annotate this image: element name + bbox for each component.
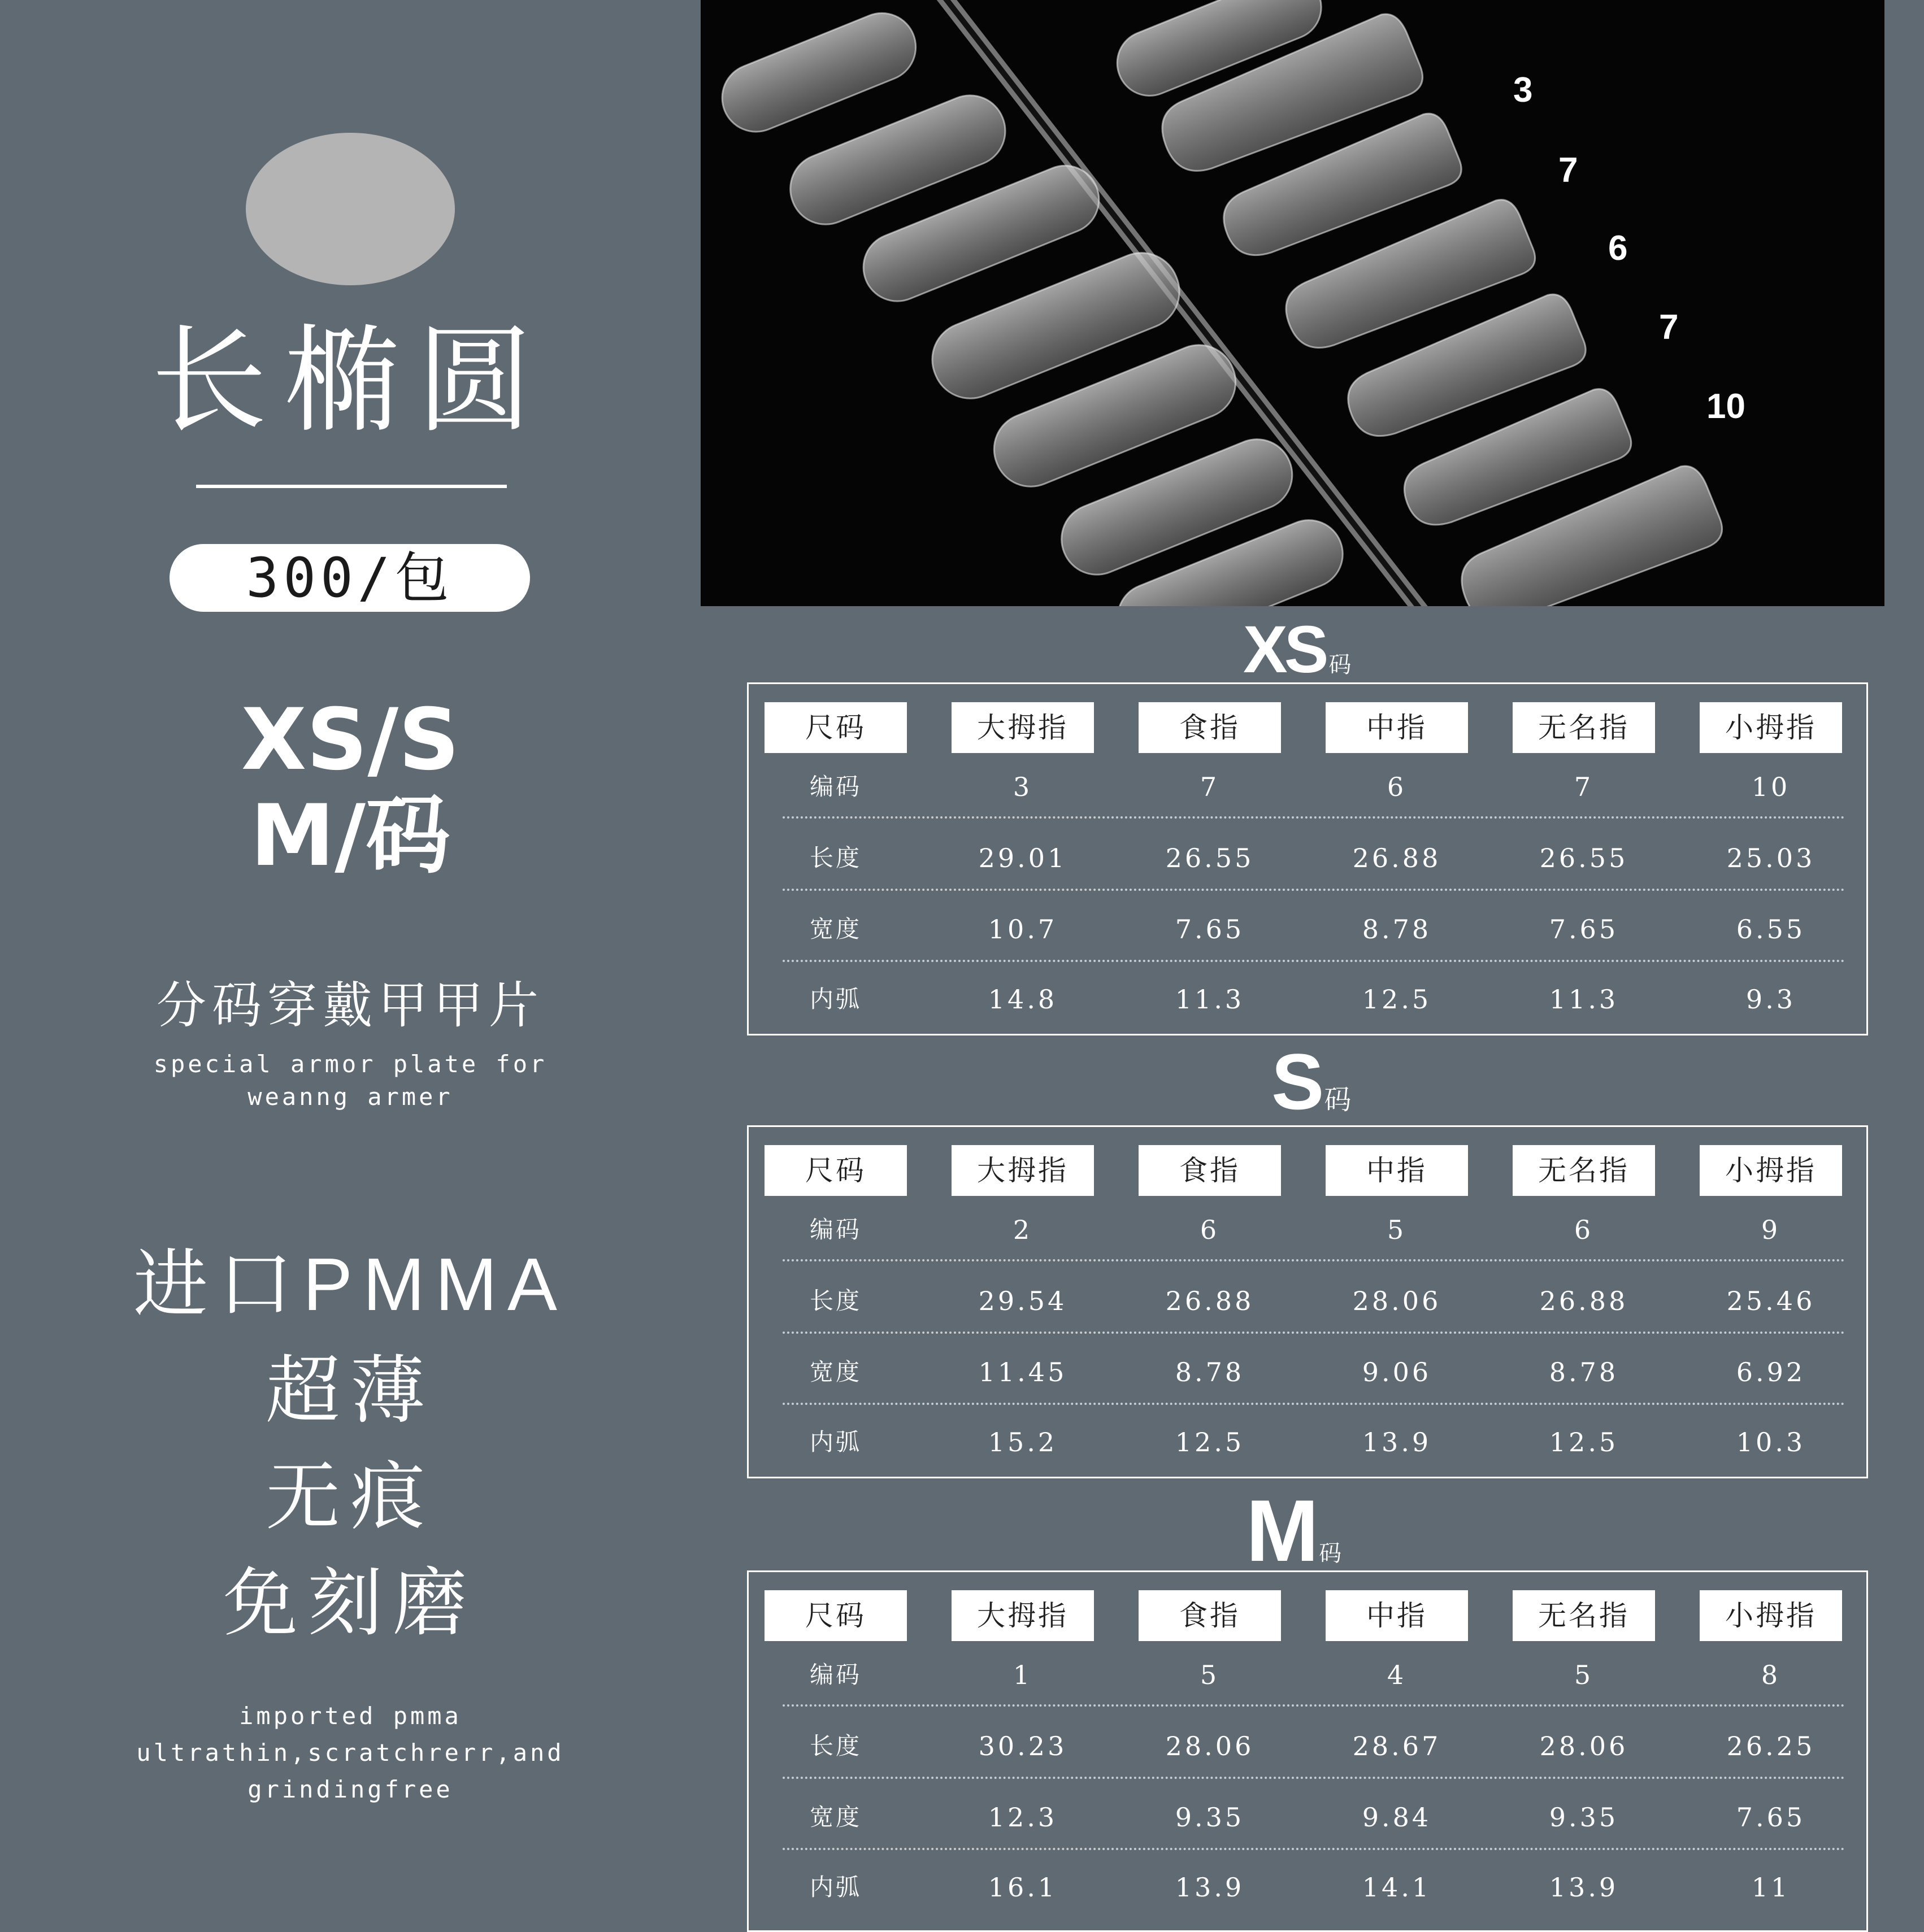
row-label: 宽度: [809, 1803, 862, 1831]
row-label: 宽度: [809, 1358, 862, 1386]
header-cell-size: 尺码: [765, 1590, 907, 1641]
table-cell: 28.67: [1352, 1731, 1441, 1761]
row-label: 长度: [809, 1732, 862, 1760]
table-row: [765, 1207, 1854, 1252]
row-divider: [783, 1403, 1845, 1405]
table-cell: 1: [1013, 1660, 1033, 1690]
table-row: [765, 1652, 1854, 1698]
table-cell: 28.06: [1539, 1731, 1628, 1761]
nail-tips-illustration: [701, 0, 1884, 606]
header-cell-ring: 无名指: [1513, 1145, 1655, 1196]
table-cell: 8.78: [1549, 1357, 1619, 1387]
header-cell-middle: 中指: [1326, 702, 1468, 753]
sizes-line-2: M/码: [250, 787, 451, 885]
nail-size-number: 7: [1659, 308, 1679, 347]
table-cell: 5: [1387, 1215, 1407, 1245]
table-cell: 6: [1574, 1215, 1594, 1245]
header-cell-pinky: 小拇指: [1700, 1590, 1842, 1641]
table-row: [765, 977, 1854, 1022]
table-cell: 26.25: [1726, 1731, 1816, 1761]
table-row: [765, 1724, 1854, 1769]
header-cell-pinky: 小拇指: [1700, 1145, 1842, 1196]
table-cell: 9.3: [1745, 984, 1796, 1015]
row-divider: [783, 1704, 1845, 1707]
subtitle-chinese: 分码穿戴甲甲片: [156, 976, 544, 1034]
table-cell: 10.7: [988, 914, 1058, 945]
row-divider: [783, 960, 1845, 962]
feature-item: 超薄: [266, 1349, 435, 1432]
nail-size-number: 6: [1608, 229, 1628, 268]
row-label: 内弧: [809, 985, 862, 1013]
table-header-row: [765, 1590, 1854, 1641]
table-cell: 26.88: [1539, 1286, 1628, 1316]
table-cell: 12.5: [1175, 1427, 1245, 1457]
table-cell: 9.84: [1362, 1802, 1432, 1833]
available-sizes: [0, 692, 701, 884]
table-cell: 10: [1751, 772, 1791, 802]
table-row: [765, 1865, 1854, 1910]
feature-item: 无痕: [266, 1455, 435, 1538]
table-cell: 12.5: [1549, 1427, 1619, 1457]
table-cell: 7: [1200, 772, 1220, 802]
size-heading-letter: S: [1271, 1037, 1321, 1126]
header-cell-thumb: 大拇指: [952, 1590, 1094, 1641]
table-cell: 10.3: [1736, 1427, 1806, 1457]
table-row: [765, 1350, 1854, 1395]
table-cell: 25.46: [1726, 1286, 1816, 1316]
table-cell: 15.2: [988, 1427, 1058, 1457]
row-divider: [783, 1259, 1845, 1261]
table-header-row: [765, 702, 1854, 753]
header-cell-middle: 中指: [1326, 1590, 1468, 1641]
table-row: [765, 1795, 1854, 1840]
table-cell: 11.45: [978, 1357, 1067, 1387]
header-cell-size: 尺码: [765, 1145, 907, 1196]
sizes-line-1: XS/S: [241, 691, 460, 789]
size-heading-suffix: 码: [1319, 1541, 1342, 1566]
table-cell: 28.06: [1165, 1731, 1254, 1761]
size-table-xs: [747, 682, 1868, 1035]
table-cell: 6: [1387, 772, 1407, 802]
row-label: 内弧: [809, 1873, 862, 1901]
table-cell: 12.3: [988, 1802, 1058, 1833]
nail-size-number: 3: [1513, 71, 1533, 110]
title-divider: [196, 485, 507, 488]
header-cell-thumb: 大拇指: [952, 702, 1094, 753]
table-cell: 28.06: [1352, 1286, 1441, 1316]
table-cell: 14.8: [988, 984, 1058, 1015]
table-cell: 11.3: [1549, 984, 1619, 1015]
header-cell-middle: 中指: [1326, 1145, 1468, 1196]
row-label: 编码: [809, 773, 862, 800]
table-row: [765, 1420, 1854, 1465]
feature-list: [0, 1232, 701, 1656]
product-photo-nail-tips: [701, 0, 1884, 606]
nail-size-number: 7: [1558, 151, 1578, 190]
table-cell: 26.88: [1165, 1286, 1254, 1316]
table-cell: 7: [1574, 772, 1594, 802]
table-cell: 7.65: [1549, 914, 1619, 945]
table-cell: 6: [1200, 1215, 1220, 1245]
size-table-m: [747, 1570, 1868, 1932]
table-cell: 9: [1761, 1215, 1781, 1245]
header-cell-index: 食指: [1139, 702, 1281, 753]
row-divider: [783, 816, 1845, 819]
table-cell: 5: [1574, 1660, 1594, 1690]
table-cell: 25.03: [1726, 843, 1816, 873]
subtitle-english-line-2: weanng armer: [247, 1083, 453, 1111]
table-cell: 11: [1751, 1872, 1791, 1903]
feature-english-line: imported pmma: [239, 1702, 462, 1730]
size-heading-letter: XS: [1243, 612, 1326, 687]
nail-tip: [712, 3, 926, 142]
row-divider: [783, 889, 1845, 891]
header-cell-size: 尺码: [765, 702, 907, 753]
subtitle-english: [0, 1048, 701, 1113]
shape-swatch-oval: [246, 133, 455, 285]
table-cell: 12.5: [1362, 984, 1432, 1015]
size-heading-letter: M: [1246, 1482, 1316, 1579]
table-cell: 30.23: [978, 1731, 1067, 1761]
row-divider: [783, 1777, 1845, 1779]
table-row: [765, 764, 1854, 810]
header-cell-ring: 无名指: [1513, 702, 1655, 753]
table-cell: 8.78: [1175, 1357, 1245, 1387]
table-cell: 6.92: [1736, 1357, 1806, 1387]
table-cell: 13.9: [1175, 1872, 1245, 1903]
size-heading-suffix: 码: [1328, 652, 1352, 677]
table-cell: 29.01: [978, 843, 1067, 873]
table-cell: 3: [1013, 772, 1033, 802]
table-cell: 8: [1761, 1660, 1781, 1690]
table-row: [765, 1278, 1854, 1324]
table-cell: 29.54: [978, 1286, 1067, 1316]
feature-item: 免刻磨: [223, 1561, 477, 1644]
header-cell-pinky: 小拇指: [1700, 702, 1842, 753]
size-heading-suffix: 码: [1324, 1085, 1352, 1115]
row-label: 编码: [809, 1661, 862, 1689]
row-divider: [783, 1848, 1845, 1850]
table-cell: 7.65: [1175, 914, 1245, 945]
product-title: 长椭圆: [151, 314, 550, 449]
header-cell-ring: 无名指: [1513, 1590, 1655, 1641]
size-table-s: [747, 1125, 1868, 1478]
row-label: 宽度: [809, 915, 862, 943]
row-label: 编码: [809, 1216, 862, 1243]
table-cell: 7.65: [1736, 1802, 1806, 1833]
header-cell-index: 食指: [1139, 1590, 1281, 1641]
table-cell: 16.1: [988, 1872, 1058, 1903]
feature-english-line: grindingfree: [247, 1776, 453, 1803]
table-cell: 14.1: [1362, 1872, 1432, 1903]
table-cell: 26.55: [1165, 843, 1254, 873]
table-cell: 26.55: [1539, 843, 1628, 873]
table-cell: 9.35: [1175, 1802, 1245, 1833]
table-row: [765, 907, 1854, 952]
table-cell: 13.9: [1549, 1872, 1619, 1903]
table-cell: 13.9: [1362, 1427, 1432, 1457]
row-label: 内弧: [809, 1428, 862, 1456]
table-header-row: [765, 1145, 1854, 1196]
table-row: [765, 836, 1854, 881]
table-cell: 11.3: [1175, 984, 1245, 1015]
pack-quantity-badge: 300/包: [170, 544, 530, 612]
feature-list-english: [0, 1698, 701, 1808]
header-cell-thumb: 大拇指: [952, 1145, 1094, 1196]
row-label: 长度: [809, 844, 862, 872]
row-divider: [783, 1331, 1845, 1334]
table-cell: 26.88: [1352, 843, 1441, 873]
feature-english-line: ultrathin,scratchrerr,and: [136, 1739, 564, 1766]
table-cell: 2: [1013, 1215, 1033, 1245]
table-cell: 9.06: [1362, 1357, 1432, 1387]
nail-size-number: 10: [1706, 387, 1745, 426]
subtitle-english-line-1: special armor plate for: [153, 1050, 548, 1078]
table-cell: 6.55: [1736, 914, 1806, 945]
table-cell: 5: [1200, 1660, 1220, 1690]
table-cell: 4: [1387, 1660, 1407, 1690]
feature-item: 进口PMMA: [133, 1243, 567, 1326]
table-cell: 8.78: [1362, 914, 1432, 945]
table-cell: 9.35: [1549, 1802, 1619, 1833]
row-label: 长度: [809, 1287, 862, 1315]
header-cell-index: 食指: [1139, 1145, 1281, 1196]
